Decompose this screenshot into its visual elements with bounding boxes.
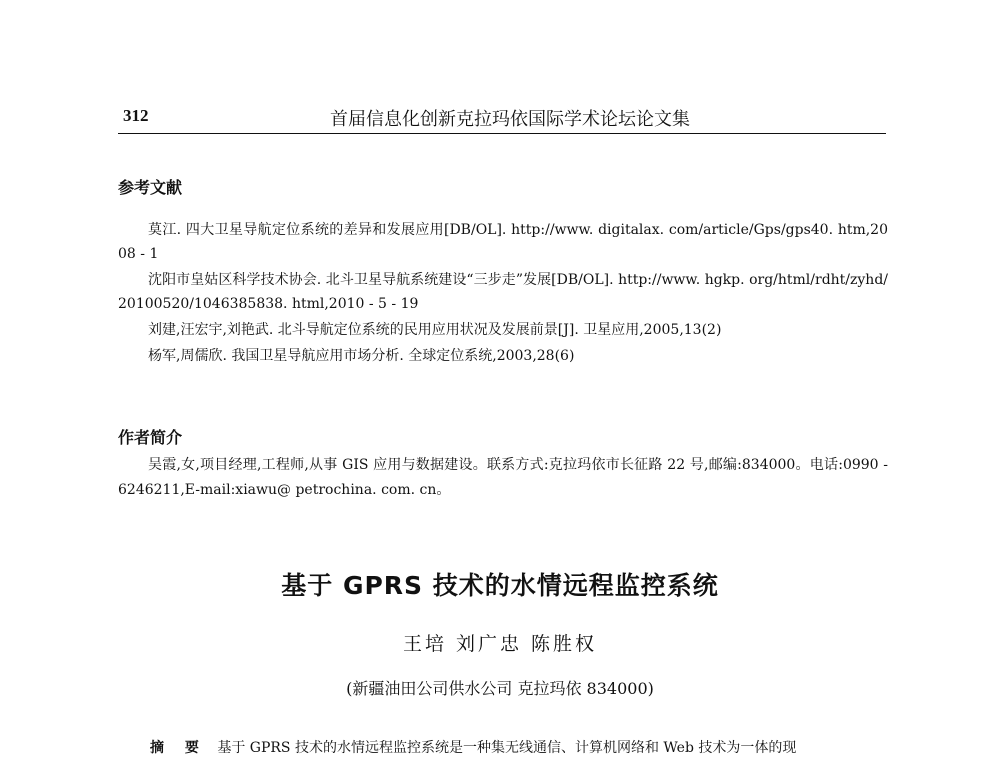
article-title: 基于 GPRS 技术的水情远程监控系统 (281, 571, 719, 600)
article-authors: 王培 刘广忠 陈胜权 (402, 633, 598, 655)
reference-list (118, 218, 888, 368)
header-rule (118, 133, 886, 134)
running-title: 首届信息化创新克拉玛依国际学术论坛论文集 (330, 109, 690, 130)
references-heading: 参考文献 (118, 178, 183, 197)
author-bio-text: 吴霞,女,项目经理,工程师,从事 GIS 应用与数据建设。联系方式:克拉玛依市长征路 22 号,邮编:834000。电话:0990 - 6246211,E-mail:xiawu@ petrochina. com. cn。 (118, 457, 888, 498)
reference-item: 刘建,汪宏宇,刘艳武. 北斗导航定位系统的民用应用状况及发展前景[J]. 卫星应用,2005,13(2) (148, 322, 722, 338)
abstract (150, 737, 890, 757)
abstract-label: 摘 要 (150, 740, 207, 756)
abstract-text: 基于 GPRS 技术的水情远程监控系统是一种集无线通信、计算机网络和 Web 技术为一体的现 (217, 740, 797, 756)
article-affiliation: (新疆油田公司供水公司 克拉玛依 834000) (346, 679, 654, 698)
reference-item: 莫江. 四大卫星导航定位系统的差异和发展应用[DB/OL]. http://www. digitalax. com/article/Gps/gps40. htm,2008 - 1 (118, 222, 888, 262)
reference-item: 沈阳市皇姑区科学技术协会. 北斗卫星导航系统建设“三步走”发展[DB/OL]. http://www. hgkp. org/html/rdht/zyhd/20100520/1046385838. html,2010 - 5 - 19 (118, 272, 888, 312)
author-bio-heading: 作者简介 (118, 428, 183, 447)
reference-item: 杨军,周儒欣. 我国卫星导航应用市场分析. 全球定位系统,2003,28(6) (148, 348, 575, 364)
page-number: 312 (123, 106, 149, 125)
